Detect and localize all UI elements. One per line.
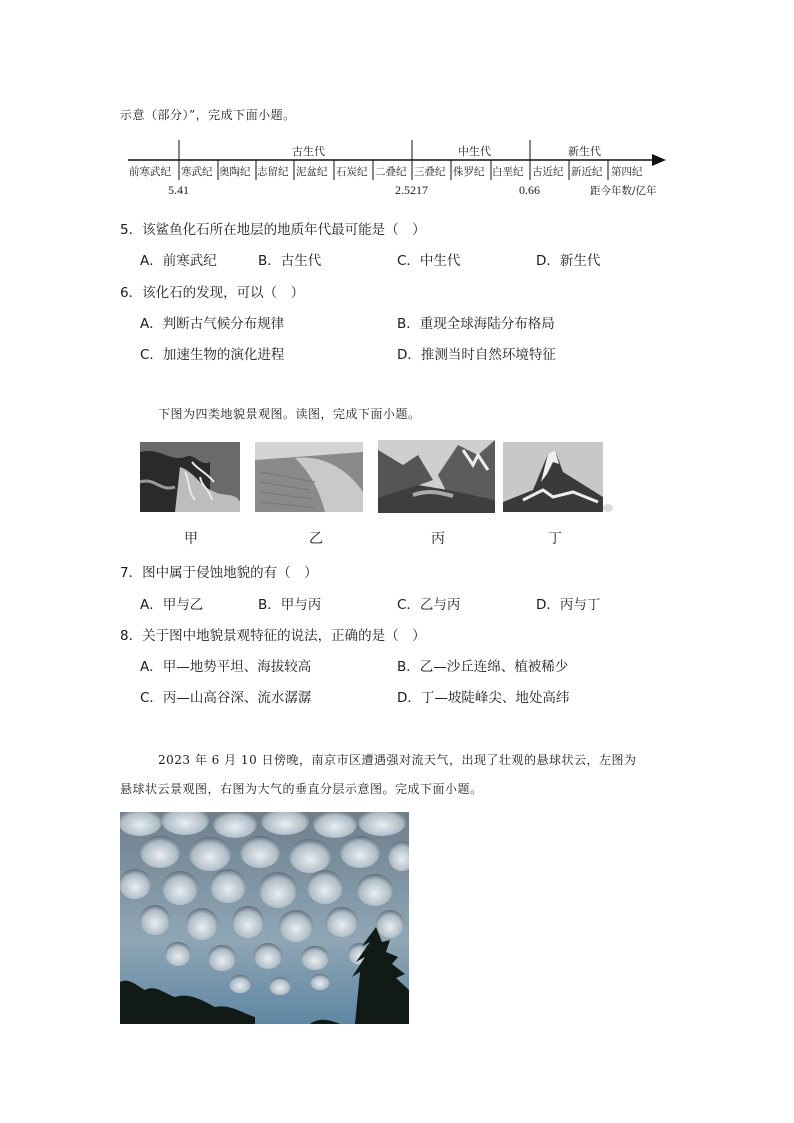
period-label: 第四纪 [611, 166, 643, 178]
period-label: 泥盆纪 [296, 166, 328, 178]
q6-option-c[interactable]: C．加速生物的演化进程 [140, 347, 285, 363]
q7-option-b[interactable]: B．甲与丙 [258, 597, 322, 613]
decorative-dot [603, 504, 613, 512]
tick-label: 5.41 [168, 183, 189, 197]
period-label: 二叠纪 [375, 166, 407, 178]
era-label-paleozoic: 古生代 [292, 145, 325, 158]
q7-option-d[interactable]: D．丙与丁 [536, 597, 601, 613]
q6-option-a[interactable]: A．判断古气候分布规律 [140, 316, 285, 332]
axis-label: 距今年数/亿年 [590, 185, 657, 197]
q8-option-d[interactable]: D．丁—坡陡峰尖、地处高纬 [397, 690, 570, 706]
period-label: 古近纪 [532, 166, 564, 178]
intro-text: 示意（部分）”，完成下面小题。 [120, 108, 296, 122]
q5-option-d[interactable]: D．新生代 [536, 253, 601, 269]
landform-photo-yi [255, 442, 363, 512]
question-8: 8．关于图中地貌景观特征的说法，正确的是（ ） [120, 628, 426, 644]
period-label: 白垩纪 [492, 166, 524, 178]
q7-option-a[interactable]: A．甲与乙 [140, 597, 204, 613]
clouds-intro-line1: 2023 年 6 月 10 日傍晚，南京市区遭遇强对流天气，出现了壮观的悬球状云，左图为 [158, 753, 637, 767]
caption-jia: 甲 [184, 531, 198, 547]
q6-option-d[interactable]: D．推测当时自然环境特征 [397, 347, 556, 363]
question-7: 7．图中属于侵蚀地貌的有（ ） [120, 565, 318, 581]
question-6: 6．该化石的发现，可以（ ） [120, 285, 305, 301]
landform-photo-ding [503, 442, 603, 512]
era-label-mesozoic: 中生代 [458, 145, 491, 158]
period-label: 新近纪 [571, 166, 603, 178]
period-label: 寒武纪 [181, 166, 213, 178]
period-label: 三叠纪 [414, 166, 446, 178]
q8-option-b[interactable]: B．乙—沙丘连绵、植被稀少 [397, 659, 569, 675]
landform-photo-jia [140, 442, 240, 512]
q5-option-c[interactable]: C．中生代 [397, 253, 461, 269]
q6-option-b[interactable]: B．重现全球海陆分布格局 [397, 316, 555, 332]
period-label: 志留纪 [257, 166, 289, 178]
caption-yi: 乙 [309, 531, 323, 547]
caption-bing: 丙 [431, 531, 445, 547]
question-5: 5．该鲨鱼化石所在地层的地质年代最可能是（ ） [120, 222, 426, 238]
q5-option-a[interactable]: A．前寒武纪 [140, 253, 217, 269]
clouds-intro-line2: 悬球状云景观图，右图为大气的垂直分层示意图。完成下面小题。 [120, 782, 483, 796]
tick-label: 0.66 [519, 183, 540, 197]
period-label: 石炭纪 [336, 166, 368, 178]
q7-option-c[interactable]: C．乙与丙 [397, 597, 461, 613]
arrow-icon [652, 154, 666, 166]
period-label: 侏罗纪 [453, 166, 485, 178]
landform-photo-bing [378, 440, 495, 513]
mammatus-cloud-photo [120, 812, 409, 1024]
q8-option-c[interactable]: C．丙—山高谷深、流水潺潺 [140, 690, 312, 706]
period-label: 奥陶纪 [219, 166, 251, 178]
period-label: 前寒武纪 [129, 166, 171, 178]
tick-label: 2.5217 [395, 183, 428, 197]
q5-option-b[interactable]: B．古生代 [258, 253, 322, 269]
caption-ding: 丁 [548, 531, 562, 547]
q8-option-a[interactable]: A．甲—地势平坦、海拔较高 [140, 659, 312, 675]
landforms-intro: 下图为四类地貌景观图。读图，完成下面小题。 [158, 407, 421, 421]
era-label-cenozoic: 新生代 [568, 145, 601, 158]
